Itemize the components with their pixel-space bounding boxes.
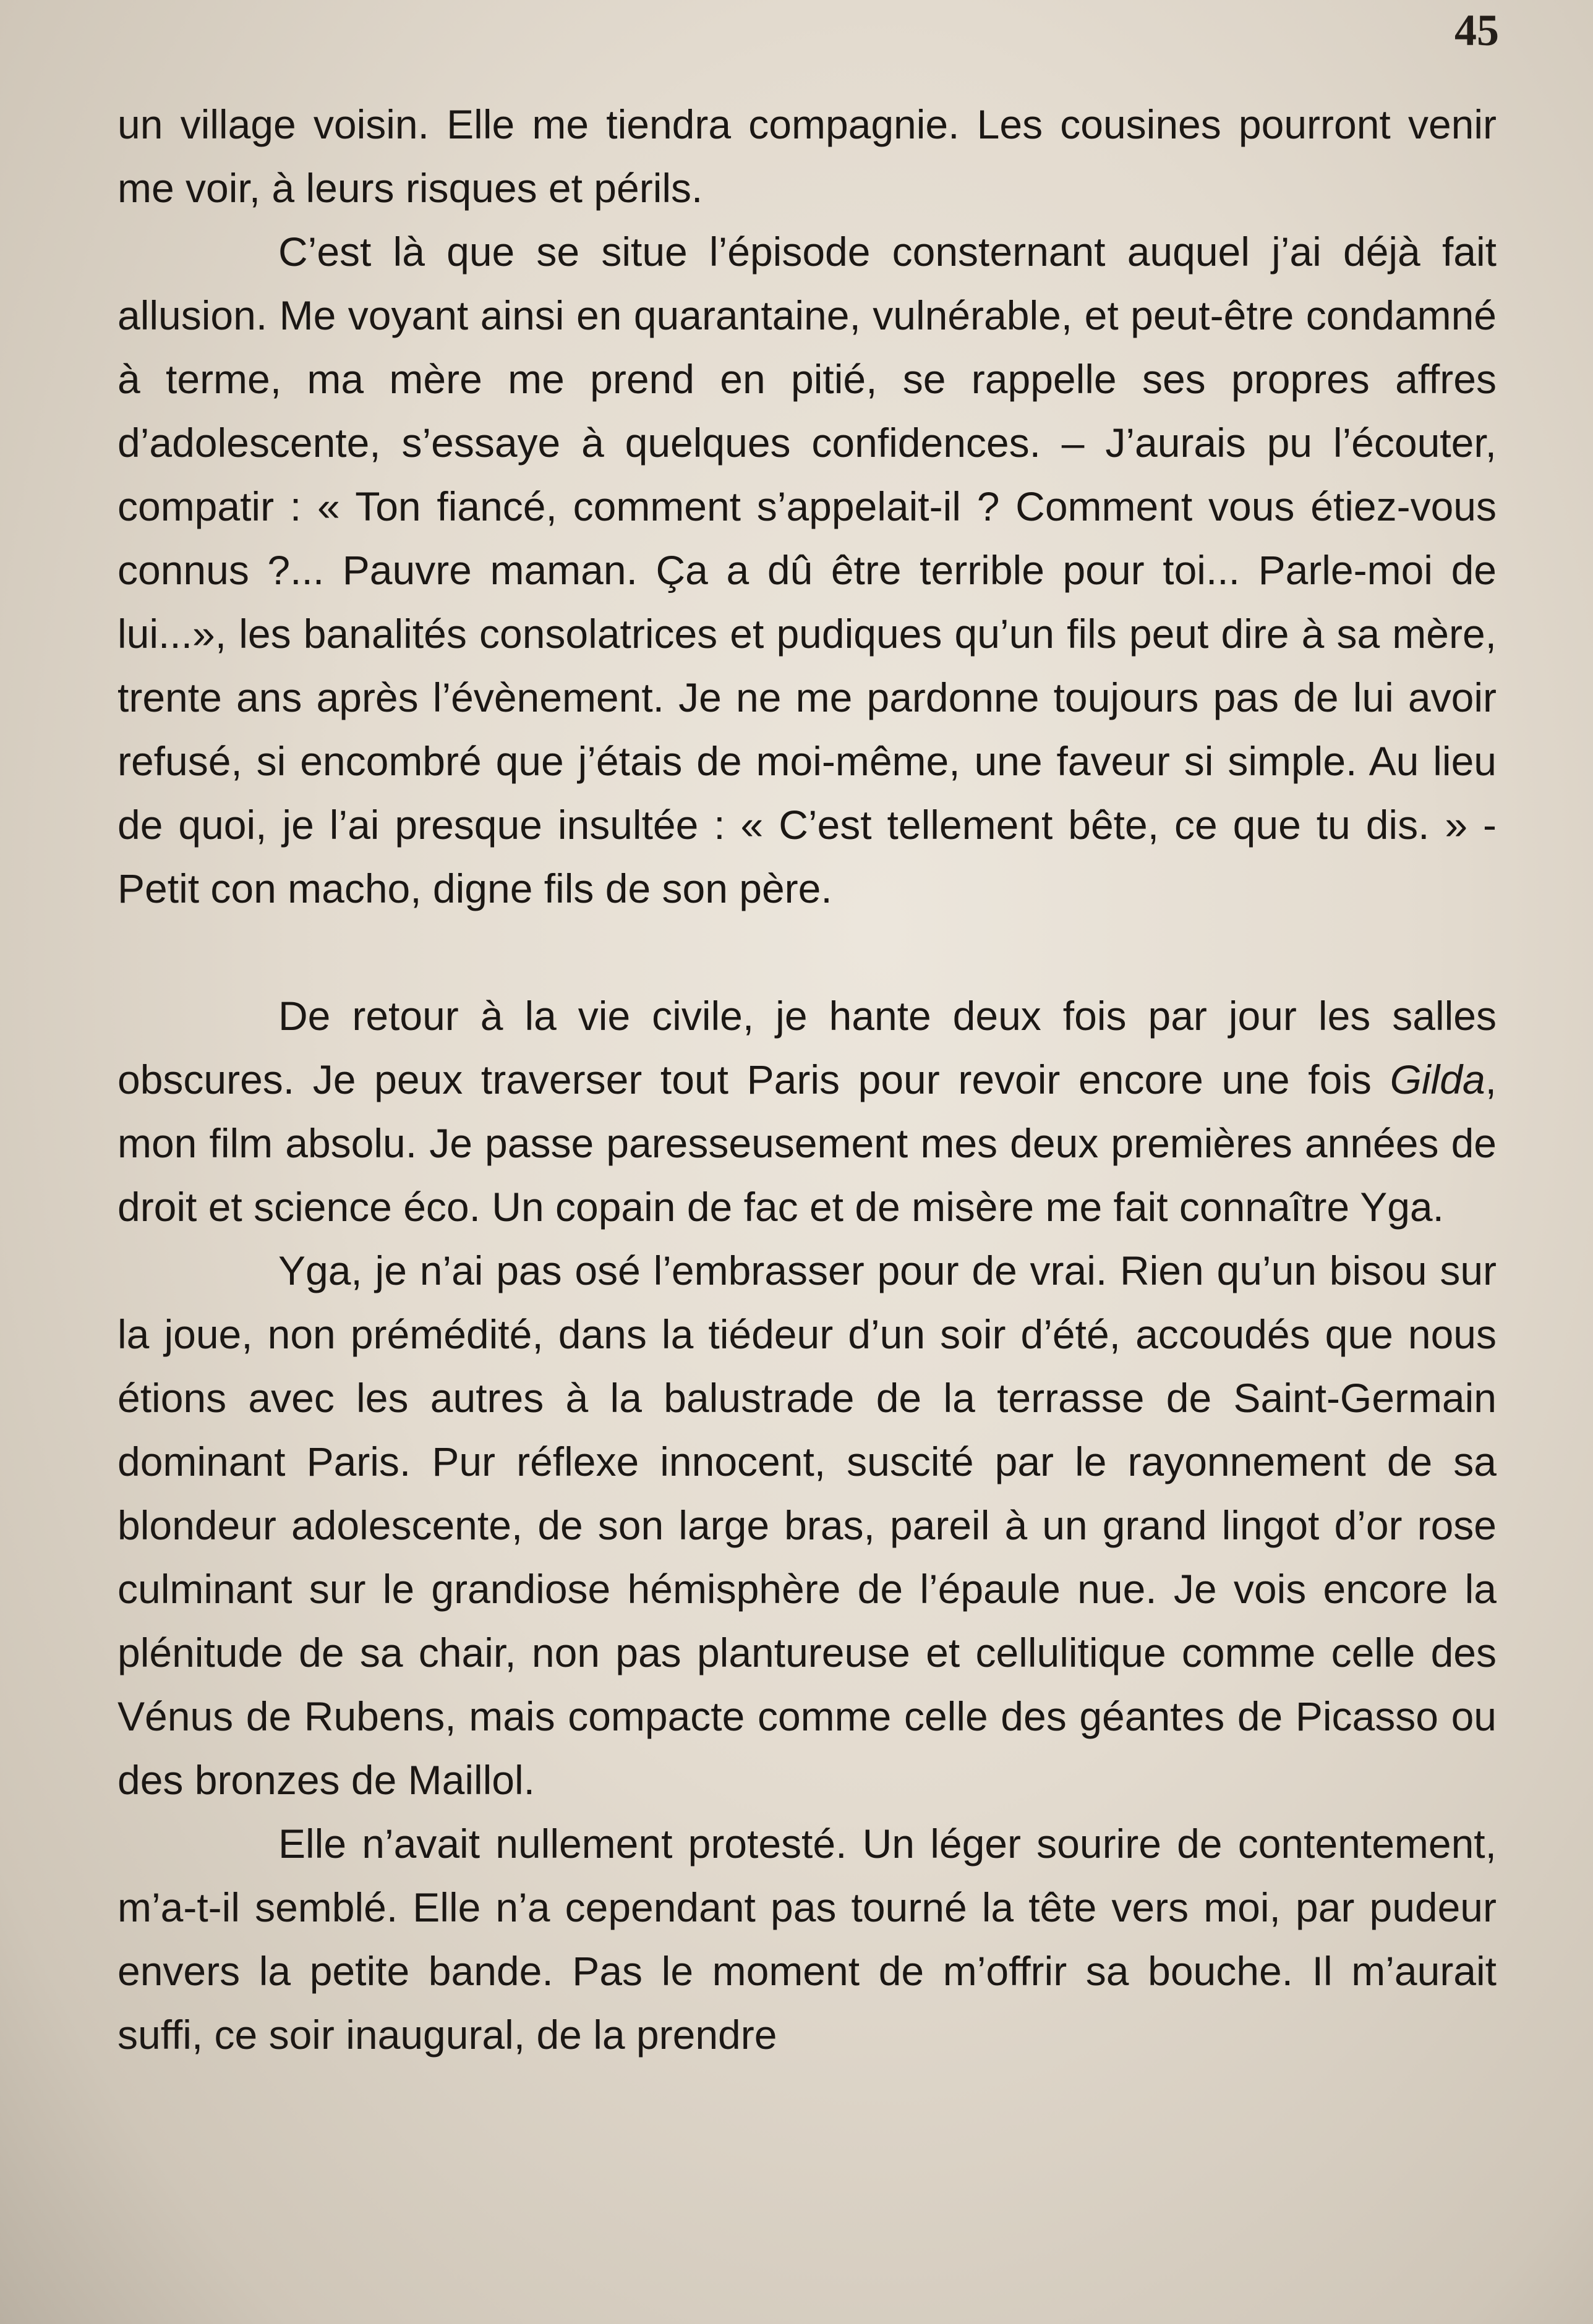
paragraph-3-part-1: De retour à la vie civile, je hante deux fois par jour les salles obscures. Je peux traverser tout Paris pour revoir encore une fois	[117, 993, 1497, 1102]
paragraph-3-part-2: , mon film absolu. Je passe paresseusement mes deux premières années de droit et science éco. Un copain de fac et de misère me fait connaître Yga.	[117, 1057, 1497, 1230]
section-break	[117, 921, 1497, 984]
paragraph-3	[117, 984, 1497, 1239]
film-title: Gilda	[1390, 1057, 1485, 1102]
paragraph-1: un village voisin. Elle me tiendra compagnie. Les cousines pourront venir me voir, à leurs risques et périls.	[117, 101, 1497, 211]
page-number: 45	[1454, 6, 1499, 55]
paragraph-2: C’est là que se situe l’épisode consternant auquel j’ai déjà fait allusion. Me voyant ainsi en quarantaine, vulnérable, et peut-être condamné à terme, ma mère me prend en pitié, se rappelle ses propres affres d’adolescente, s’essaye à quelques confidences. – J’aurais pu l’écouter, compatir : « Ton fiancé, comment s’appelait-il ? Comment vous étiez-vous connus ?... Pauvre maman. Ça a dû être terrible pour toi... Parle-moi de lui...», les banalités consolatrices et pudiques qu’un fils peut dire à sa mère, trente ans après l’évènement. Je ne me pardonne toujours pas de lui avoir refusé, si encombré que j’étais de moi-même, une faveur si simple. Au lieu de quoi, je l’ai presque insultée : « C’est tellement bête, ce que tu dis. » - Petit con macho, digne fils de son père.	[117, 229, 1497, 911]
paragraph-4: Yga, je n’ai pas osé l’embrasser pour de vrai. Rien qu’un bisou sur la joue, non prémédité, dans la tiédeur d’un soir d’été, accoudés que nous étions avec les autres à la balustrade de la terrasse de Saint-Germain dominant Paris. Pur réflexe innocent, suscité par le rayonnement de sa blondeur adolescente, de son large bras, pareil à un grand lingot d’or rose culminant sur le grandiose hémisphère de l’épaule nue. Je vois encore la plénitude de sa chair, non pas plantureuse et cellulitique comme celle des Vénus de Rubens, mais compacte comme celle des géantes de Picasso ou des bronzes de Maillol.	[117, 1248, 1497, 1803]
paragraph-5: Elle n’avait nullement protesté. Un léger sourire de contentement, m’a-t-il semblé. Elle n’a cependant pas tourné la tête vers moi, par pudeur envers la petite bande. Pas le moment de m’offrir sa bouche. Il m’aurait suffi, ce soir inaugural, de la prendre	[117, 1821, 1497, 2058]
body-text	[117, 93, 1497, 2067]
